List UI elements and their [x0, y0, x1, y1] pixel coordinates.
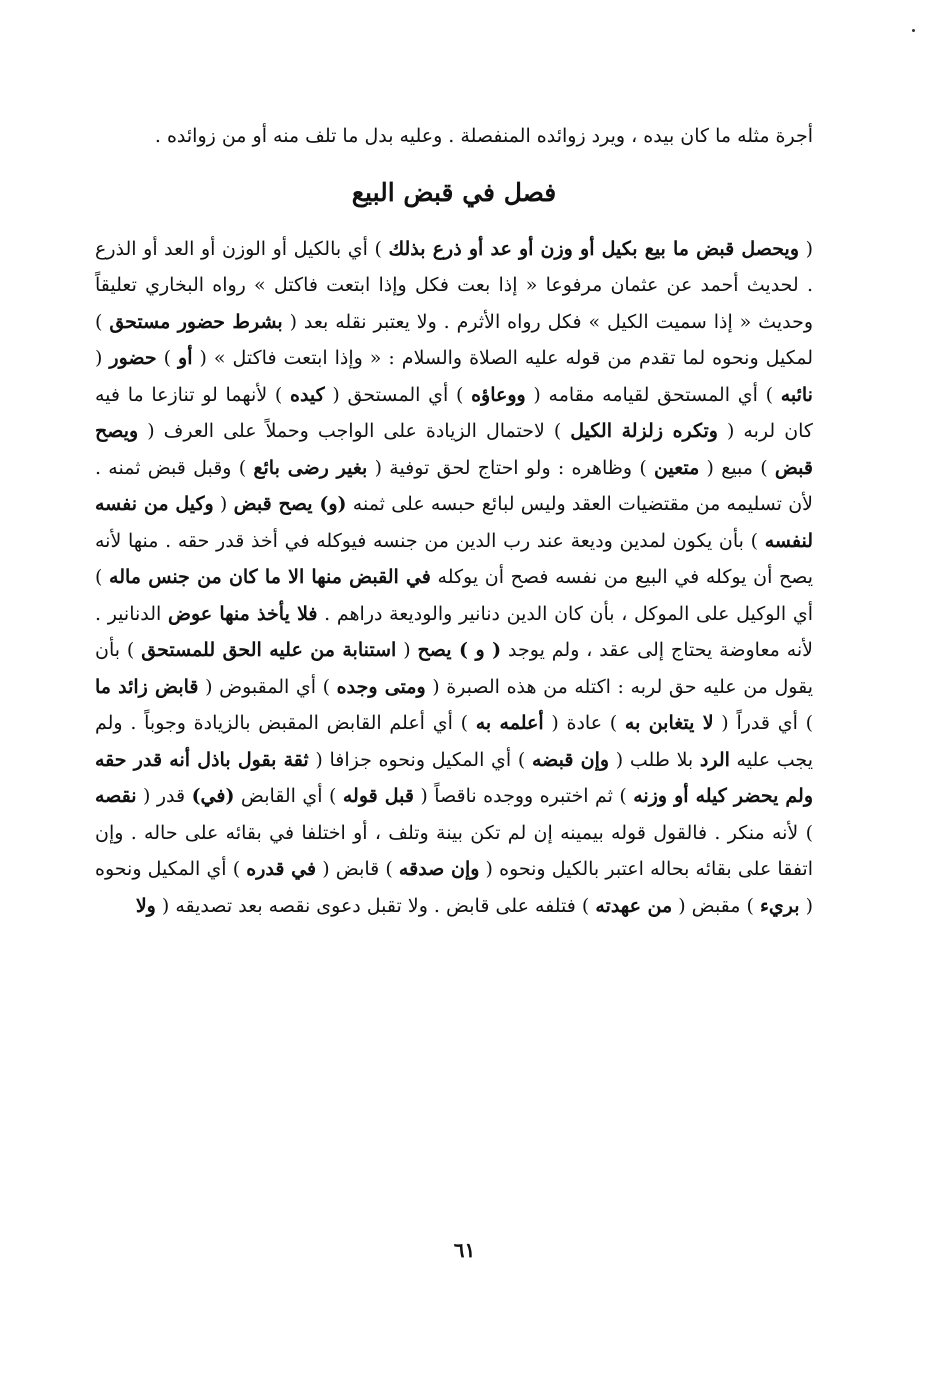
- text-run: ) أي أعلم القابض المقبض بالزيادة وجوباً . ولم يجب عليه: [95, 712, 813, 771]
- bold-text-run: نائبه: [780, 383, 813, 406]
- bold-text-run: (في): [191, 785, 235, 807]
- intro-paragraph: أجرة مثله ما كان بيده ، ويرد زوائده المنفصلة . وعليه بدل ما تلف منه أو من زوائده .: [154, 125, 813, 147]
- text-run: ): [156, 347, 179, 369]
- text-run: ) مقبض (: [672, 894, 760, 917]
- section-title: فصل في قبض البيع: [351, 177, 557, 207]
- bold-text-run: حضور: [109, 347, 157, 369]
- text-run: ) ثم اختبره ووجده ناقصاً (: [413, 785, 634, 807]
- bold-text-run: في القبض منها الا ما كان من جنس ماله: [109, 566, 431, 588]
- text-run: ) فتلفه على قابض . ولا تقبل دعوى نقصه بعد تصديقه (: [155, 894, 596, 917]
- bold-text-run: في قدره: [246, 858, 317, 880]
- bold-text-run: ووعاؤه: [471, 383, 526, 406]
- bold-text-run: (و) يصح قبض: [233, 493, 347, 515]
- bold-text-run: متعين: [654, 456, 700, 479]
- text-run: ) مبيع (: [699, 456, 775, 479]
- bold-text-run: استنابة من عليه الحق للمستحق: [141, 639, 397, 661]
- bold-text-run: فلا يأخذ منها عوض: [168, 602, 318, 625]
- text-run: ) وظاهره : ولو احتاج لحق توفية (: [367, 456, 654, 479]
- text-run: ) أي الوكيل على الموكل ، بأن كان الدين دنانير والوديعة دراهم .: [95, 566, 814, 625]
- text-run: ) أي قدراً (: [713, 712, 813, 734]
- text-run: ) أي المكيل ونحوه جزافا (: [308, 748, 532, 771]
- bold-text-run: ومتى وجده: [336, 675, 426, 698]
- bold-text-run: لا يتغابن به: [624, 712, 714, 734]
- text-run: ) لاحتمال الزيادة على الواجب وحملاً على العرف (: [138, 420, 571, 442]
- bold-text-run: وإن صدقه: [398, 858, 480, 880]
- bold-text-run: بريء: [759, 894, 800, 917]
- bold-text-run: بشرط حضور مستحق: [109, 310, 283, 333]
- bold-text-run: وتكره زلزلة الكيل: [570, 420, 718, 442]
- text-run: ) أي المستحق لقيامه مقامه (: [525, 383, 781, 406]
- text-run: ) أي المكيل ونحوه (: [95, 858, 813, 917]
- text-run: ) أي المقبوض (: [198, 675, 337, 698]
- bold-text-run: ( و ) يصح: [417, 639, 502, 661]
- text-run: قدر (: [136, 785, 192, 807]
- text-run: ) وقبل قبض ثمنه . لأن تسليمه من مقتضيات العقد وليس لبائع حبسه على ثمنه: [95, 456, 814, 515]
- bold-text-run: كيده: [290, 383, 325, 406]
- page-number: ٦١: [453, 1238, 476, 1262]
- text-run: ) بأن يكون لمدين وديعة عند رب الدين من جنسه فيوكله في أخذ قدر حقه . منها لأنه يصح أن يوكله في البيع من نفسه فصح أن يوكله: [95, 529, 813, 588]
- text-run: ) بأن يقول من عليه حق لربه : اكتله من هذه الصبرة (: [95, 639, 813, 698]
- body-paragraph: [95, 231, 813, 925]
- text-run: ) أي المستحق (: [324, 383, 472, 406]
- bold-text-run: قابض زائد ما: [95, 675, 199, 698]
- bold-text-run: وكيل من نفسه لنفسه: [95, 493, 813, 552]
- bold-text-run: بغير رضى بائع: [253, 456, 368, 479]
- page-content: [95, 118, 813, 924]
- text-run: بلا طلب (: [609, 748, 700, 771]
- text-run: ) لأنهما لو تنازعا ما فيه كان لربه (: [95, 383, 813, 442]
- bold-text-run: ولا: [135, 894, 156, 917]
- text-run: الدنانير . لأنه معاوضة يحتاج إلى عقد ، ولم يوجد: [95, 602, 813, 661]
- bold-text-run: وإن قبضه: [531, 748, 610, 771]
- text-run: ) عادة (: [543, 712, 625, 734]
- bold-text-run: ويصح قبض: [95, 420, 813, 479]
- bold-text-run: قبل قوله: [342, 785, 414, 807]
- text-run: ) لمكيل ونحوه لما تقدم من قوله عليه الصلاة والسلام : « وإذا ابتعت فاكتل » (: [95, 310, 813, 369]
- bold-text-run: أعلمه به: [475, 712, 544, 734]
- text-run: ) أي القابض: [234, 785, 343, 807]
- text-run: ) قابض (: [316, 858, 399, 880]
- text-run: (: [213, 493, 234, 515]
- text-run: (: [396, 639, 418, 661]
- text-run: ) لأنه منكر . فالقول قوله بيمينه إن لم تكن بينة وتلف ، أو اختلفا في بقائه على حاله . وإن اتفقا على بقائه بحاله اعتبر بالكيل ونحوه (: [95, 821, 813, 880]
- bold-text-run: الرد: [699, 748, 730, 771]
- bold-text-run: من عهدته: [595, 894, 673, 917]
- text-run: (: [799, 237, 814, 260]
- bold-text-run: ثقة بقول باذل أنه قدر حقه ولم يحضر كيله أو وزنه: [95, 748, 813, 807]
- bold-text-run: أو: [178, 347, 193, 369]
- text-run: (: [95, 347, 110, 369]
- bold-text-run: ويحصل قبض ما بيع بكيل أو وزن أو عد أو ذرع بذلك: [388, 237, 799, 260]
- text-run: ) أي بالكيل أو الوزن أو العد أو الذرع . لحديث أحمد عن عثمان مرفوعا « إذا بعت فكل وإذا ابتعت فاكتل » رواه البخاري تعليقاً وحديث « إذا سميت الكيل » فكل رواه الأثرم . ولا يعتبر نقله بعد (: [95, 237, 813, 333]
- bold-text-run: نقصه: [95, 785, 137, 807]
- corner-mark: [912, 29, 915, 32]
